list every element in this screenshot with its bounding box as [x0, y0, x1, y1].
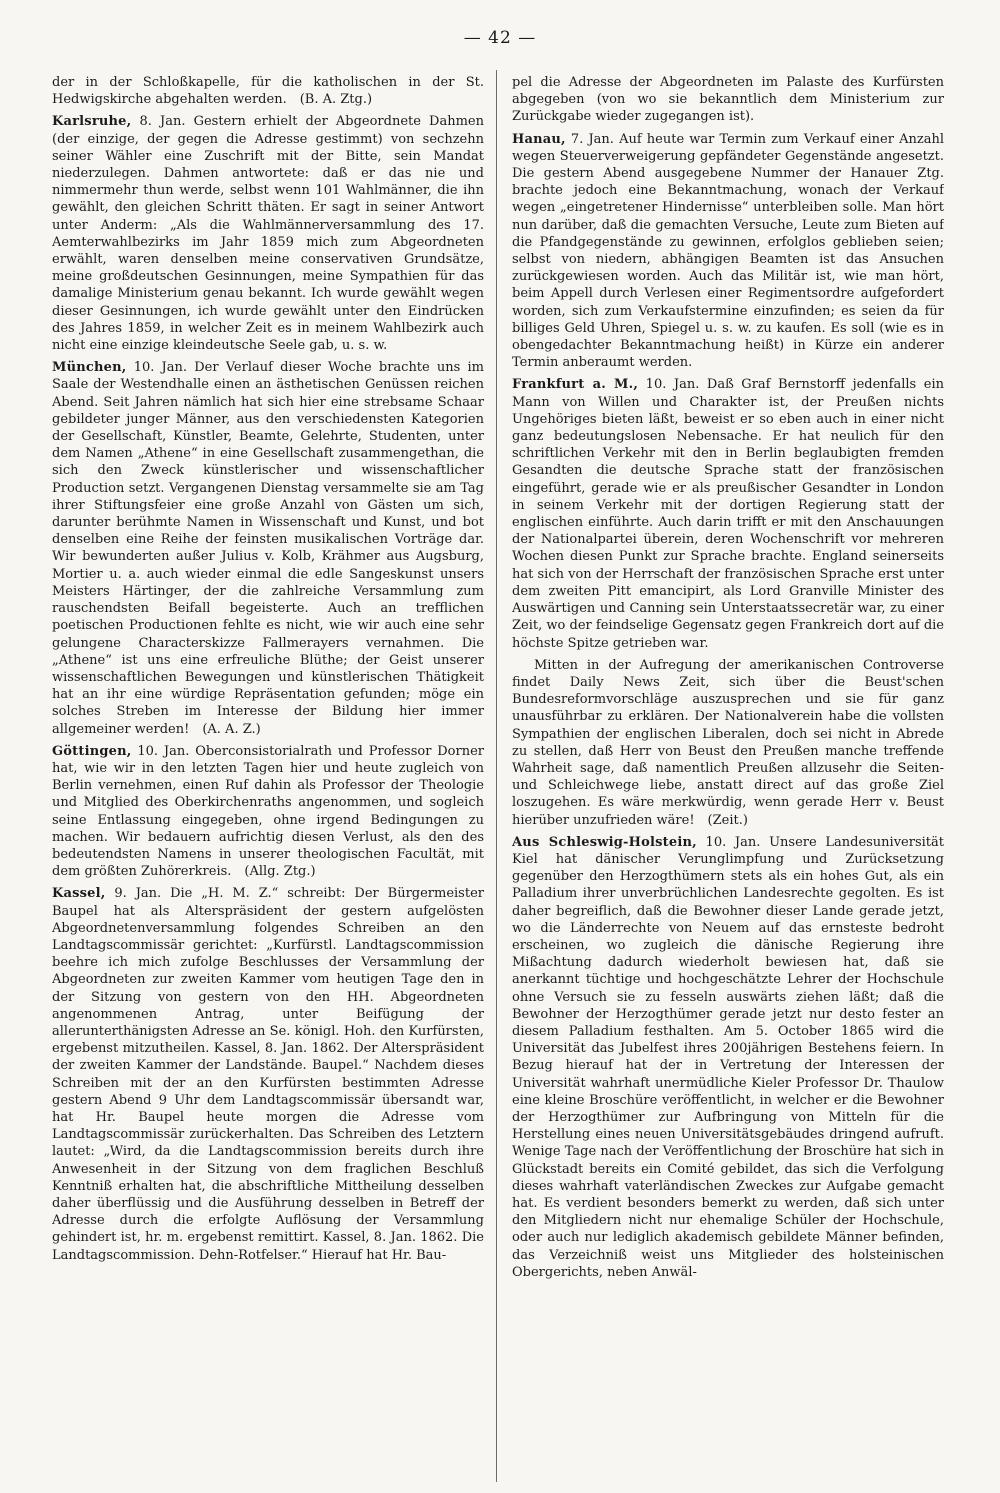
article-text: 10. Jan. Unsere Landesuniversität Kiel hat dänischer Verunglimpfung und Zurücksetzung gegenüber den Herzogthümern stets als ein hohes Gut, als ein Palladium ihrer unverbrüchlichen Landesrechte gegolten. Es ist daher begreiflich, daß die Bewohner dieser Lande gerade jetzt, wo die Länderrechte von Neuem auf das ernsteste bedroht erscheinen, wo zugleich die dänische Regierung ihre Mißachtung dadurch wiederholt bewiesen hat, daß sie anerkannt tüchtige und hochgeschätzte Lehrer der Hochschule ohne Versuch sie zu fesseln auswärts ziehen läßt; daß die Bewohner der Herzogthümer gerade jetzt nur desto fester an diesem Palladium festhalten. Am 5. October 1865 wird die Universität das Jubelfest ihres 200jährigen Bestehens feiern. In Bezug hierauf hat der in Vertretung der Interessen der Universität wahrhaft unermüdliche Kieler Professor Dr. Thaulow eine kleine Broschüre veröffentlicht, in welcher er die Bewohner der Herzogthümer zur Aufbringung von Mitteln für die Herstellung eines neuen Universitätsgebäudes dringend aufruft. Wenige Tage nach der Veröffentlichung der Broschüre hat sich in Glückstadt bereits ein Comité gebildet, das sich die Verfolgung dieses wahrhaft vaterländischen Zweckes zur Aufgabe gemacht hat. Es verdient besonders bemerkt zu werden, daß sich unter den Mitgliedern nicht nur ehemalige Schüler der Hochschule, oder auch nur lediglich akademisch gebildete Männer befinden, das Verzeichniß weist uns Mitglieder des holsteinischen Obergerichts, neben Anwäl- — [512, 834, 944, 1280]
dateline-place: Frankfurt a. M., — [512, 377, 639, 393]
dateline-place: Göttingen, — [52, 743, 132, 759]
article-paragraph — [52, 359, 484, 737]
article-paragraph — [52, 113, 484, 354]
article-paragraph — [512, 376, 944, 651]
article-paragraph — [52, 743, 484, 881]
article-paragraph — [512, 131, 944, 372]
source-citation: (A. A. Z.) — [202, 721, 261, 737]
page-number: — 42 — — [463, 28, 537, 48]
continued-text: pel die Adresse der Abgeordneten im Palaste des Kurfürsten abgegeben (von wo sie bekanntlich dem Ministerium zur Zurückgabe wieder zugegangen ist). — [512, 75, 944, 125]
article-text: 7. Jan. Auf heute war Termin zum Verkauf einer Anzahl wegen Steuerverweigerung gepfändeter Gegenstände angesetzt. Die gestern Abend ausgegebene Nummer der Hanauer Ztg. brachte jedoch eine Bekanntmachung, wonach der Verkauf wegen „eingetretener Hindernisse“ unterbleiben solle. Man hört nun darüber, daß die gemachten Versuche, Leute zum Bieten auf die Pfandgegenstände zu gewinnen, erfolglos geblieben seien; selbst von niedern, abhängigen Beamten ist das Ansuchen zurückgewiesen worden. Auch das Militär ist, wie man hört, beim Appell durch Verlesen einer Regimentsordre aufgefordert worden, sich zum Verkaufstermine einzufinden; es seien da für billiges Geld Uhren, Spiegel u. s. w. zu kaufen. Es soll (wie es in obengedachter Bekanntmachung heißt) in Kürze ein anderer Termin anberaumt werden. — [512, 131, 944, 371]
right-column — [512, 74, 944, 1479]
article-text: 9. Jan. Die „H. M. Z.“ schreibt: Der Bürgermeister Baupel hat als Alterspräsident der gestern aufgelösten Abgeordnetenversammlung folgendes Schreiben an den Landtagscommissär gerichtet: „Kurfürstl. Landtagscommission beehre ich mich zufolge Beschlusses der Versammlung der Abgeordneten zur zweiten Kammer vom heutigen Tage den in der Sitzung von gestern von den HH. Abgeordneten angenommenen Antrag, unter Beifügung der allerunterthänigsten Adresse an Se. königl. Hoh. den Kurfürsten, ergebenst mitzutheilen. Kassel, 8. Jan. 1862. Der Alterspräsident der zweiten Kammer der Landstände. Baupel.“ Nachdem dieses Schreiben mit der an den Kurfürsten bestimmten Adresse gestern Abend 9 Uhr dem Landtagscommissär übersandt war, hat Hr. Baupel heute morgen die Adresse vom Landtagscommissär zurückerhalten. Das Schreiben des Letztern lautet: „Wird, da die Landtagscommission bereits durch ihre Anwesenheit in der Sitzung von dem fraglichen Beschluß Kenntniß erhalten hat, die abschriftliche Mittheilung desselben daher überflüssig und die Ausführung desselben in Betreff der Adresse durch die erfolgte Auflösung der Versammlung gehindert ist, hr. m. ergebenst remittirt. Kassel, 8. Jan. 1862. Die Landtagscommission. Dehn-Rotfelser.“ Hierauf hat Hr. Bau- — [52, 886, 484, 1263]
dateline-place: München, — [52, 360, 127, 376]
dateline-place: Aus Schleswig-Holstein, — [512, 834, 697, 850]
article-text: 10. Jan. Der Verlauf dieser Woche brachte uns im Saale der Westendhalle einen an ästhetischen Genüssen reichen Abend. Seit Jahren nämlich hat sich hier eine strebsame Schaar gebildeter junger Männer, aus den verschiedensten Kategorien der Gesellschaft, Künstler, Beamte, Gelehrte, Studenten, unter dem Namen „Athene“ in eine Gesellschaft zusammengethan, die sich den Zweck künstlerischer und wissenschaftlicher Production setzt. Vergangenen Dienstag versammelte sie am Tag ihrer Stiftungsfeier eine große Anzahl von Gästen um sich, darunter berühmte Namen in Wissenschaft und Kunst, und bot denselben eine Reihe der feinsten musikalischen Vorträge dar. Wir bewunderten außer Julius v. Kolb, Krähmer aus Augsburg, Mortier u. a. auch wieder einmal die edle Sangeskunst unsers Meisters Härtinger, der die zahlreiche Versammlung zum rauschendsten Beifall begeisterte. Auch an trefflichen poetischen Productionen fehlte es nicht, wie wir auch eine sehr gelungene Characterskizze Fallmerayers vernahmen. Die „Athene“ ist uns eine erfreuliche Blüthe; der Geist unserer wissenschaftlichen Bewegungen und künstlerischen Thätigkeit hat an ihr eine würdige Repräsentation gefunden; möge ein solches Streben im Interesse der Bildung hier immer allgemeiner werden! — [52, 360, 484, 737]
article-paragraph — [512, 74, 944, 126]
dateline-place: Hanau, — [512, 131, 566, 147]
left-column — [52, 74, 484, 1479]
article-paragraph — [52, 885, 484, 1263]
continued-text: der in der Schloßkapelle, für die katholischen in der St. Hedwigskirche abgehalten werden. — [52, 75, 484, 108]
source-citation: (B. A. Ztg.) — [299, 92, 373, 108]
article-text: 10. Jan. Daß Graf Bernstorff jedenfalls ein Mann von Willen und Charakter ist, der Preußen nichts Ungehöriges bieten läßt, beweist er so eben auch in einer nicht ganz bedeutungslosen Nebensache. Er hat neulich für den schriftlichen Verkehr mit den in Berlin beglaubigten fremden Gesandten die deutsche Sprache statt der französischen eingeführt, gerade wie er als preußischer Gesandter in London in seinem Verkehr mit der dortigen Regierung statt der englischen einführte. Auch darin trifft er mit den Anschauungen der Nationalpartei überein, deren Wochenschrift vor mehreren Wochen diesen Punkt zur Sprache brachte. England seinerseits hat sich von der Herrschaft der französischen Sprache erst unter dem zweiten Pitt emancipirt, als Lord Granville Minister des Auswärtigen und Canning sein Unterstaatssecretär war, zu einer Zeit, wo der feindselige Gegensatz gegen Frankreich dort auf die höchste Spitze getrieben war. — [512, 377, 944, 651]
article-paragraph — [52, 74, 484, 108]
column-divider — [496, 70, 497, 1482]
source-citation: (Zeit.) — [707, 812, 748, 828]
dateline-place: Karlsruhe, — [52, 114, 132, 130]
source-citation: (Allg. Ztg.) — [244, 864, 316, 880]
article-paragraph — [512, 657, 944, 829]
article-text: Mitten in der Aufregung der amerikanischen Controverse findet Daily News Zeit, sich über die Beust'schen Bundesreformvorschläge auszusprechen und sie für ganz unausführbar zu erklären. Der Nationalverein habe die vollsten Sympathien der englischen Liberalen, doch sei nicht in Abrede zu stellen, daß Herr von Beust den Preußen manche treffende Wahrheit sage, daß namentlich Preußen allzusehr die Seiten- und Schleichwege liebe, anstatt direct auf das große Ziel loszugehen. Es wäre merkwürdig, wenn gerade Herr v. Beust hierüber unzufrieden wäre! — [512, 657, 944, 828]
article-paragraph — [512, 834, 944, 1281]
article-text: 10. Jan. Oberconsistorialrath und Professor Dorner hat, wie wir in den letzten Tagen hier und heute zugleich von Berlin vernehmen, einen Ruf dahin als Professor der Theologie und Mitglied des Oberkirchenraths angenommen, und sogleich seine Entlassung eingegeben, ohne irgend Bedingungen zu machen. Wir bedauern aufrichtig diesen Verlust, als den des bedeutendsten Namens in unserer theologischen Facultät, mit dem größten Zuhörerkreis. — [52, 743, 484, 880]
dateline-place: Kassel, — [52, 886, 106, 902]
article-text: 8. Jan. Gestern erhielt der Abgeordnete Dahmen (der einzige, der gegen die Adresse gestimmt) von sechzehn seiner Wähler eine Zuschrift mit der Bitte, sein Mandat niederzulegen. Dahmen antwortete: daß er das nie und nimmermehr thun werde, selbst wenn 101 Wahlmänner, die ihn gewählt, den gleichen Schritt thäten. Er sagt in seiner Antwort unter Anderm: „Als die Wahlmännerversammlung des 17. Aemterwahlbezirks im Jahr 1859 mich zum Abgeordneten erwählt, waren denselben meine conservativen Grundsätze, meine großdeutschen Gesinnungen, meine Sympathien für das damalige Ministerium genau bekannt. Ich wurde gewählt wegen dieser Gesinnungen, ich wurde gewählt unter den Eindrücken des Jahres 1859, in welcher Zeit es in meinem Wahlbezirk auch nicht eine einzige kleindeutsche Seele gab, u. s. w. — [52, 114, 484, 354]
